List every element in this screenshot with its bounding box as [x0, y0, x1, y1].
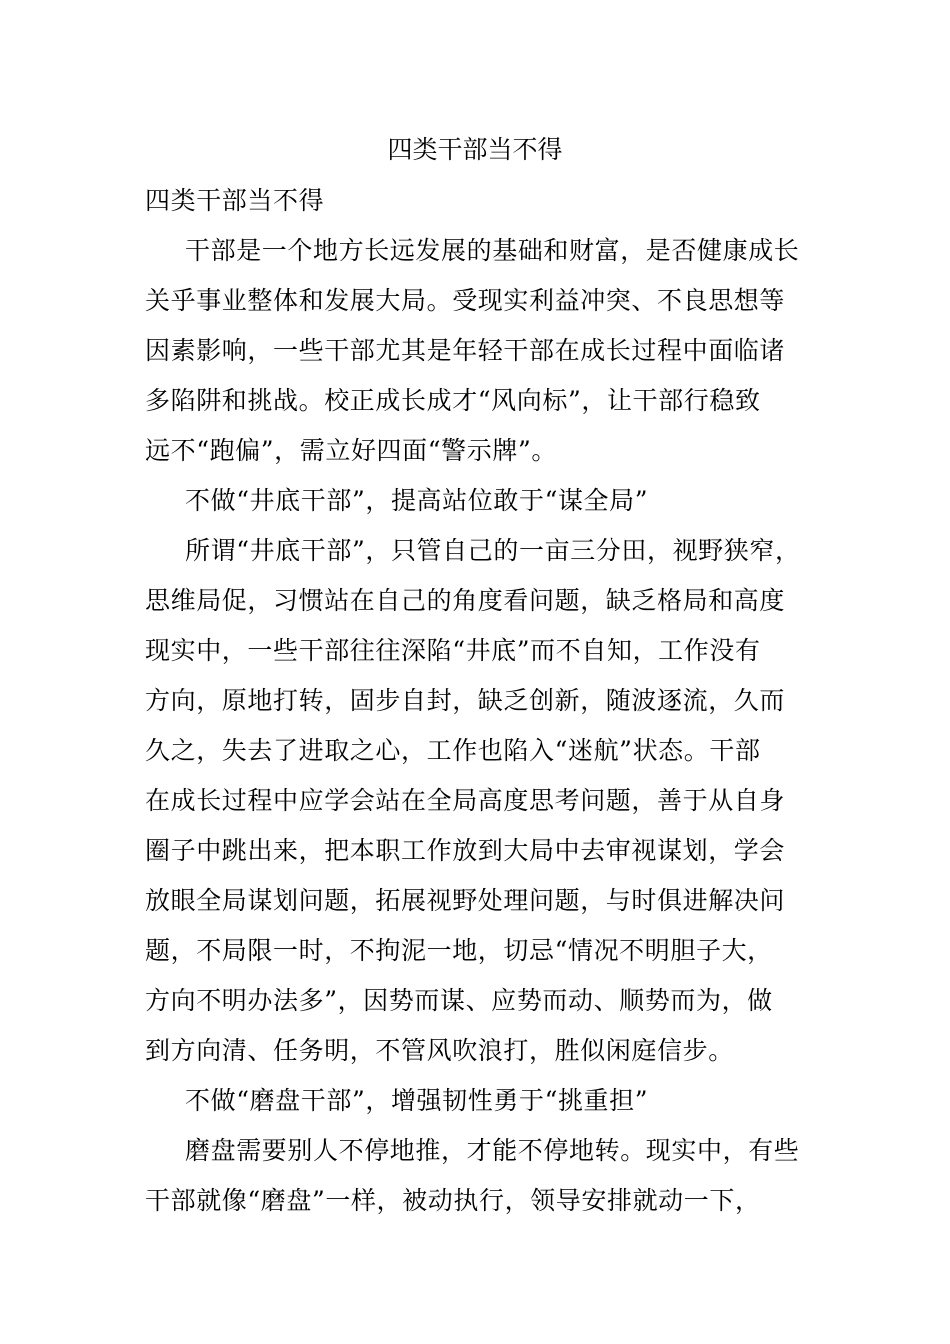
text-line: 多陷阱和挑战。校正成长成才“风向标”，让干部行稳致 — [145, 386, 761, 415]
document-title: 四类干部当不得 — [387, 135, 563, 164]
text-line: 放眼全局谋划问题，拓展视野处理问题，与时俱进解决问 — [145, 886, 786, 915]
text-line: 久之，失去了进取之心，工作也陷入“迷航”状态。干部 — [145, 736, 761, 765]
text-line: 关乎事业整体和发展大局。受现实利益冲突、不良思想等 — [145, 286, 786, 315]
text-line: 不做“磨盘干部”，增强韧性勇于“挑重担” — [185, 1086, 649, 1115]
text-line: 干部是一个地方长远发展的基础和财富，是否健康成长 — [185, 236, 800, 265]
text-line: 现实中，一些干部往往深陷“井底”而不自知，工作没有 — [145, 636, 761, 665]
text-line: 四类干部当不得 — [145, 186, 325, 215]
text-line: 圈子中跳出来，把本职工作放到大局中去审视谋划，学会 — [145, 836, 786, 865]
text-line: 因素影响，一些干部尤其是年轻干部在成长过程中面临诸 — [145, 336, 786, 365]
text-line: 思维局促，习惯站在自己的角度看问题，缺乏格局和高度 — [145, 586, 786, 615]
text-line: 干部就像“磨盘”一样，被动执行，领导安排就动一下， — [145, 1186, 761, 1215]
text-line: 方向不明办法多”，因势而谋、应势而动、顺势而为，做 — [145, 986, 773, 1015]
document-body — [145, 180, 810, 1230]
text-line: 不做“井底干部”，提高站位敢于“谋全局” — [185, 486, 649, 515]
text-line: 远不“跑偏”，需立好四面“警示牌”。 — [145, 436, 557, 465]
text-line: 磨盘需要别人不停地推，才能不停地转。现实中，有些 — [185, 1136, 800, 1165]
text-line: 所谓“井底干部”，只管自己的一亩三分田，视野狭窄， — [185, 536, 801, 565]
text-line: 在成长过程中应学会站在全局高度思考问题，善于从自身 — [145, 786, 786, 815]
text-line: 到方向清、任务明，不管风吹浪打，胜似闲庭信步。 — [145, 1036, 734, 1065]
text-line: 题，不局限一时，不拘泥一地，切忌“情况不明胆子大， — [145, 936, 773, 965]
text-line: 方向，原地打转，固步自封，缺乏创新，随波逐流，久而 — [145, 686, 786, 715]
